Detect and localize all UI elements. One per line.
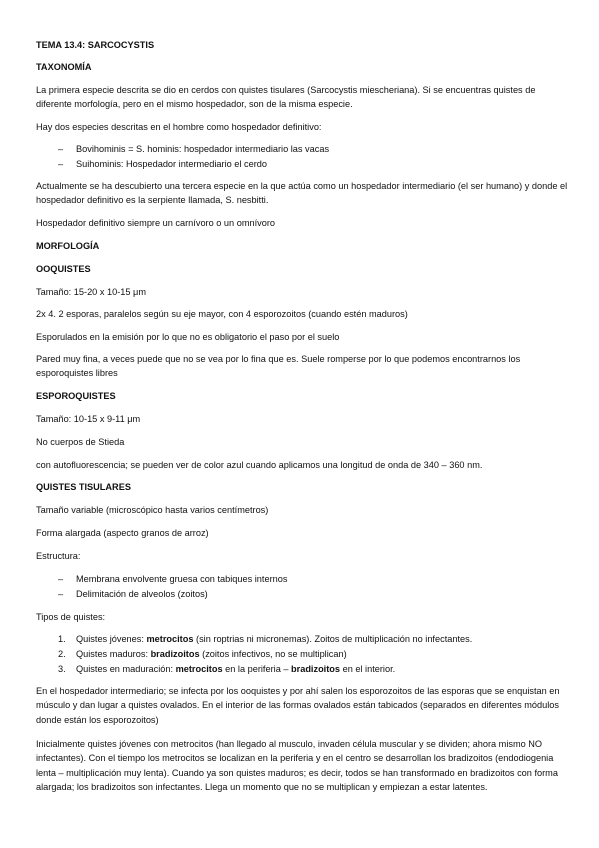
ooquistes-paragraph-2: 2x 4. 2 esporas, paralelos según su eje mayor, con 4 esporozoitos (cuando estén maduros) — [36, 309, 408, 319]
heading-morfologia: MORFOLOGÍA — [36, 241, 100, 251]
bullet-dash: – — [58, 144, 64, 154]
heading-taxonomia: TAXONOMÍA — [36, 62, 92, 72]
quistes-paragraph-6: Inicialmente quistes jóvenes con metrocitos (han llegado al musculo, invaden célula muscular y se dividen; ahora mismo NO infectantes). Con el tiempo los metrocitos se localizan en la periferia y en el centro se desarrollan los bradizoitos (endodiogenia lenta – multiplicación muy lenta). Cuando ya son quistes maduros; es decir, todos se han transformado en bradizoitos con forma alargada; los bradizoitos son infectantes. Llega un momento que no se multiplican y empiezan a estar latentes. — [36, 739, 558, 793]
heading-ooquistes: OOQUISTES — [36, 264, 91, 274]
ooquistes-paragraph-3: Esporulados en la emisión por lo que no es obligatorio el paso por el suelo — [36, 332, 340, 342]
page-title: TEMA 13.4: SARCOCYSTIS — [36, 40, 155, 50]
quistes-structure-label: Estructura: — [36, 551, 81, 561]
esporoquistes-paragraph-3: con autofluorescencia; se pueden ver de color azul cuando aplicamos una longitud de onda de 340 – 360 nm. — [36, 460, 483, 470]
taxonomia-paragraph-3: Actualmente se ha descubierto una tercera especie en la que actúa como un hospedador intermediario (el ser humano) y donde el hospedador definitivo es la serpiente llamada, S. nesbitti. — [36, 181, 568, 206]
taxonomia-paragraph-4: Hospedador definitivo siempre un carnívoro o un omnívoro — [36, 218, 276, 228]
heading-esporoquistes: ESPOROQUISTES — [36, 391, 116, 401]
esporoquistes-size: Tamaño: 10-15 x 9-11 μm — [36, 414, 141, 424]
bullet-dash: – — [58, 574, 64, 584]
quistes-size: Tamaño variable (microscópico hasta varios centímetros) — [36, 505, 269, 515]
document-page: TEMA 13.4: SARCOCYSTIS TAXONOMÍA La primera especie descrita se dio en cerdos con quistes tisulares (Sarcocystis miescheriana). Si se encuentras quistes de diferente morfología, pero en el mismo hospedador, son de la misma especie. Hay dos especies descritas en el hombre como hospedador definitivo: – Bovihominis = S. hominis: hospedador intermediario las vacas – Suihominis: Hospedador intermediario el cerdo Actualmente se ha descubierto una tercera especie en la que actúa como un hospedador intermediario (el ser humano) y donde el hospedador definitivo es la serpiente llamada, S. nesbitti. Hospedador definitivo siempre un carnívoro o un omnívoro MORFOLOGÍA OOQUISTES Tamaño: 15-20 x 10-15 μm 2x 4. 2 esporas, paralelos según su eje mayor, con 4 esporozoitos (cuando estén maduros) Esporulados en la emisión por lo que no es obligatorio el paso por el suelo Pared muy fina, a veces puede que no se vea por lo fina que es. Suele romperse por lo que podemos encontrarnos los esporoquistes libres ESPOROQUISTES Tamaño: 10-15 x 9-11 μm No cuerpos de Stieda con autofluorescencia; se pueden ver de color azul cuando aplicamos una longitud de onda de 340 – 360 nm. QUISTES TISULARES Tamaño variable (microscópico hasta varios centímetros) Forma alargada (aspecto granos de arroz) Estructura: – Membrana envolvente gruesa con tabiques internos – Delimitación de alveolos (zoitos) Tipos de quistes: 1. Quistes jóvenes: metrocitos (sin roptrias ni micronemas). Zoitos de multiplicación no infectantes. 2. Quistes maduros: bradizoitos (zoitos infectivos, no se multiplican) 3. Quistes en maduración: metrocitos en la periferia – bradizoitos en el interior. En el hospedador intermediario; se infecta por los ooquistes y por ahí salen los esporozoitos de las esporas que se enquistan en músculo y dan lugar a quistes ovalados. En el interior de las formas ovalados están tabicados (separados en diferentes módulos donde están los esporozoitos) Inicialmente quistes jóvenes con metrocitos (han llegado al musculo, invaden célula muscular y se dividen; ahora mismo NO infectantes). Con el tiempo los metrocitos se localizan en la periferia y en el centro se desarrollan los bradizoitos (endodiogenia lenta – multiplicación muy lenta). Cuando ya son quistes maduros; es decir, todos se han transformado en bradizoitos con forma alargada; los bradizoitos son infectantes. Llega un momento que no se multiplican y empiezan a estar latentes. — [0, 0, 599, 848]
heading-quistes-tisulares: QUISTES TISULARES — [36, 482, 131, 492]
bullet-dash: – — [58, 589, 64, 599]
quistes-paragraph-5: En el hospedador intermediario; se infecta por los ooquistes y por ahí salen los esporozoitos de las esporas que se enquistan en músculo y dan lugar a quistes ovalados. En el interior de las formas ovalados están tabicados (separados en diferentes módulos donde están los esporozoitos) — [36, 686, 560, 725]
esporoquistes-paragraph-2: No cuerpos de Stieda — [36, 437, 125, 447]
taxonomia-paragraph-2: Hay dos especies descritas en el hombre como hospedador definitivo: — [36, 122, 322, 132]
ooquistes-paragraph-4: Pared muy fina, a veces puede que no se vea por lo fina que es. Suele romperse por lo que podemos encontrarnos los esporoquistes libres — [36, 354, 521, 379]
quistes-shape: Forma alargada (aspecto granos de arroz) — [36, 528, 209, 538]
bullet-dash: – — [58, 159, 64, 169]
taxonomia-paragraph-1: La primera especie descrita se dio en cerdos con quistes tisulares (Sarcocystis miescheriana). Si se encuentras quistes de diferente morfología, pero en el mismo hospedador, son de la misma especie. — [36, 85, 536, 110]
quistes-types-label: Tipos de quistes: — [36, 612, 106, 622]
ooquistes-size: Tamaño: 15-20 x 10-15 μm — [36, 287, 146, 297]
